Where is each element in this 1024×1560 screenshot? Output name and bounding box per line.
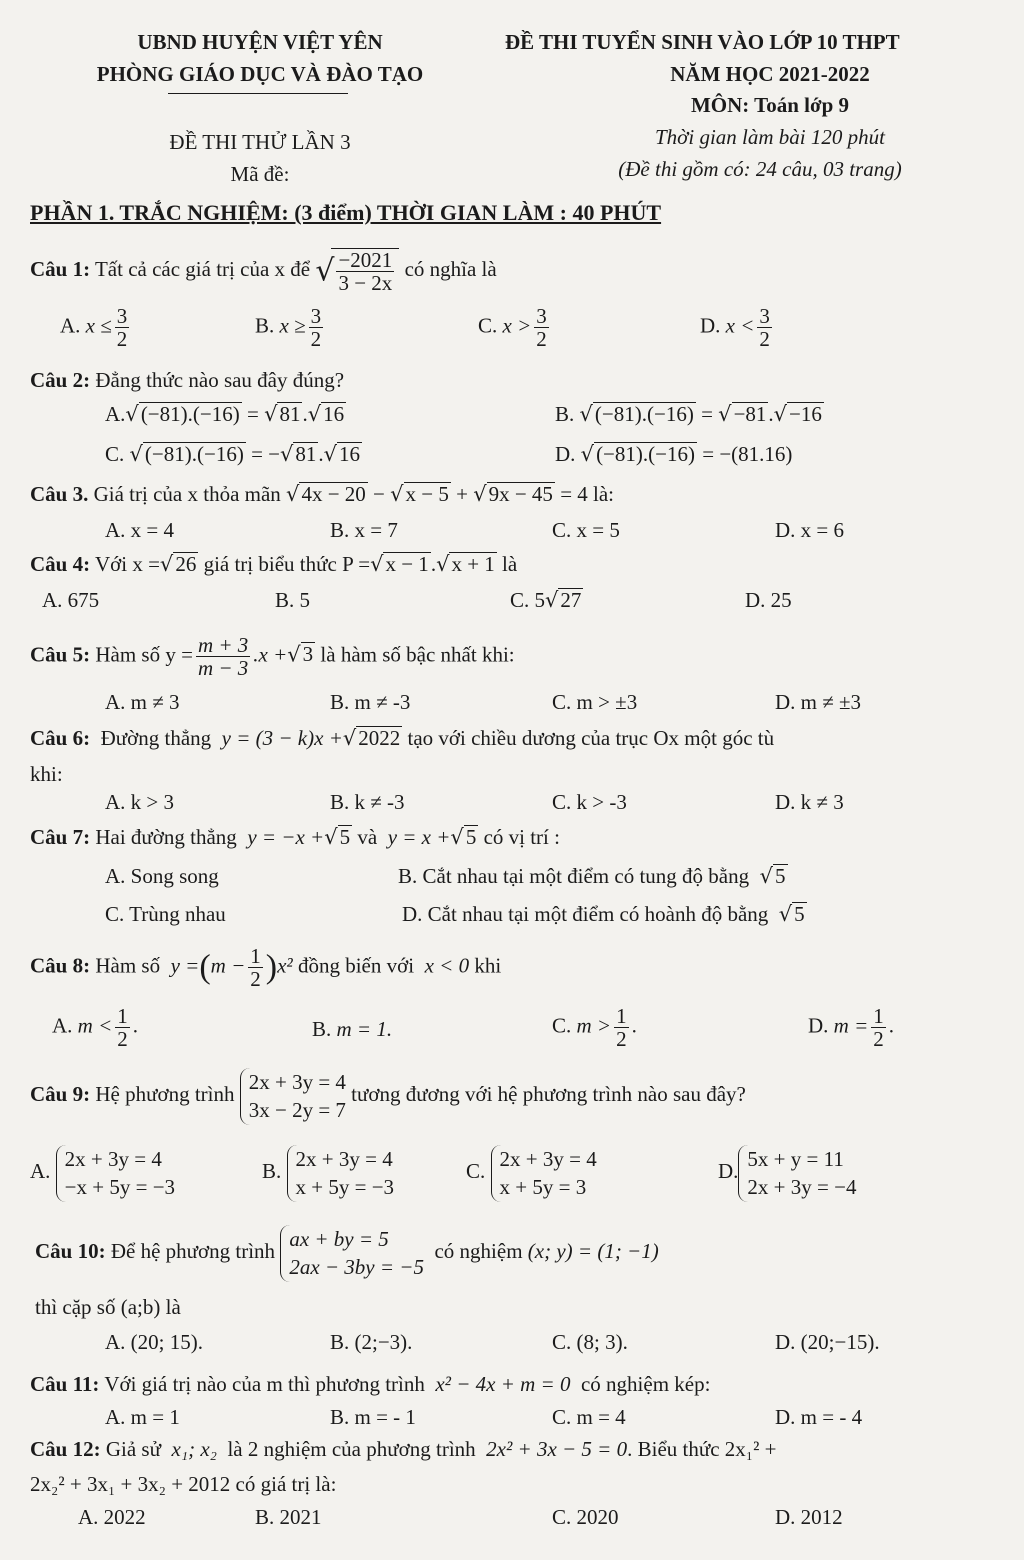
option-a: A. m ≠ 3 [105,690,180,714]
option-b: B. k ≠ -3 [330,790,405,814]
option-d: D. 5x + y = 11 2x + 3y = −4 [718,1145,856,1202]
option-a: A. m < $\frac{1}{2}$ . [52,1004,139,1052]
header-unit: UBND HUYỆN VIỆT YÊN [137,30,383,54]
option-d: D. x < $\frac{3}{2}$ [700,304,770,352]
question-12-cont: 2x₂² + 3x₁ + 3x₂ + 2012 có giá trị là: [30,1472,337,1496]
question-6-cont: khi: [30,762,63,786]
sqrt-expression: $\frac{-2021}{3 - 2x}$ [331,248,399,294]
option-b: B. 2x + 3y = 4 x + 5y = −3 [262,1145,394,1202]
option-b: B. x = 7 [330,518,398,542]
option-d: D. m = $\frac{1}{2}$ . [808,1004,895,1052]
question-8: Câu 8: Hàm số y =(m − $\frac{1}{2}$ )x² đồng biến với x < 0 khi [30,944,502,992]
option-d: D. x = 6 [775,518,845,542]
option-a: A. x ≤ $\frac{3}{2}$ [60,304,128,352]
header-trial-number: ĐỀ THI THỬ LẦN 3 [169,130,351,154]
option-d: D. k ≠ 3 [775,790,844,814]
option-c: C. 2020 [552,1505,619,1529]
option-c: C. m = 4 [552,1405,626,1429]
question-7: Câu 7: Hai đường thẳng y = −x +√5 và y = x +√5 có vị trí : [30,825,560,849]
question-10: Câu 10: Để hệ phương trình ax + by = 5 2ax − 3by = −5 có nghiệm (x; y) = (1; −1) [35,1225,659,1282]
question-tail: có nghĩa là [404,256,497,281]
option-a: A. x = 4 [105,518,175,542]
option-c: C. m > $\frac{1}{2}$ . [552,1004,637,1052]
option-d: D. 2012 [775,1505,843,1529]
header-exam-title: ĐỀ THI TUYỂN SINH VÀO LỚP 10 THPT [505,30,900,54]
option-b: B. 2021 [255,1505,322,1529]
option-a: A. 2022 [78,1505,146,1529]
option-b: B. (2;−3). [330,1330,413,1354]
option-b: B. m ≠ -3 [330,690,411,714]
header-exam-code: Mã đề: [230,162,290,186]
option-c: C. 5√27 [510,588,582,612]
option-a: A. k > 3 [105,790,175,814]
option-d: D. (20;−15). [775,1330,880,1354]
option-d: D. √(−81).(−16) = −(81.16) [555,442,793,466]
option-a: A. 2x + 3y = 4 −x + 5y = −3 [30,1145,175,1202]
radical-icon: √ [315,253,335,289]
question-12: Câu 12: Giả sử x₁; x₂ là 2 nghiệm của phương trình 2x² + 3x − 5 = 0. Biểu thức 2x₁² + [30,1437,777,1461]
option-c: C. √(−81).(−16) = −√81.√16 [105,442,361,466]
question-4: Câu 4: Với x =√26 giá trị biểu thức P =√x − 1.√x + 1 là [30,552,518,576]
header-page-count: (Đề thi gồm có: 24 câu, 03 trang) [618,157,902,181]
question-6: Câu 6: Đường thẳng y = (3 − k)x +√2022 tạo với chiều dương của trục Ox một góc tù [30,726,775,750]
question-11: Câu 11: Với giá trị nào của m thì phương trình x² − 4x + m = 0 có nghiệm kép: [30,1372,711,1396]
header-underline [168,93,348,94]
option-a: A. Song song [105,864,219,888]
question-text: Tất cả các giá trị của x để [94,256,311,281]
header-duration: Thời gian làm bài 120 phút [655,125,885,149]
question-label: Câu 1: [30,256,91,281]
option-c: C. x > $\frac{3}{2}$ [478,304,547,352]
option-d: D. 25 [745,588,792,612]
question-10-cont: thì cặp số (a;b) là [35,1295,181,1319]
header-department: PHÒNG GIÁO DỤC VÀ ĐÀO TẠO [96,62,424,86]
option-a: A. 675 [42,588,100,612]
header-school-year: NĂM HỌC 2021-2022 [670,62,870,86]
section-title: PHẦN 1. TRẮC NGHIỆM: (3 điểm) THỜI GIAN LÀM : 40 PHÚT [30,200,662,225]
question-5: Câu 5: Hàm số y = $\frac{m + 3}{m - 3}$ .x +√3 là hàm số bậc nhất khi: [30,633,515,681]
option-c: C. m > ±3 [552,690,638,714]
option-c: C. k > -3 [552,790,627,814]
question-3: Câu 3. Giá trị của x thỏa mãn √4x − 20 − √x − 5 + √9x − 45 = 4 là: [30,482,615,506]
option-a: A. (20; 15). [105,1330,203,1354]
option-b: B. m = 1. [312,1017,393,1041]
header-subject: MÔN: Toán lớp 9 [690,93,850,117]
option-b: B. m = - 1 [330,1405,416,1429]
question-1 [30,248,497,294]
option-b: B. √(−81).(−16) = √−81.√−16 [555,402,822,426]
option-c: C. (8; 3). [552,1330,628,1354]
option-a: A.√(−81).(−16) = √81.√16 [105,402,345,426]
option-d: D. m ≠ ±3 [775,690,862,714]
option-d: D. m = - 4 [775,1405,863,1429]
option-a: A. m = 1 [105,1405,180,1429]
option-b: B. 5 [275,588,311,612]
question-2: Câu 2: Đẳng thức nào sau đây đúng? [30,368,345,392]
option-c: C. 2x + 3y = 4 x + 5y = 3 [466,1145,597,1202]
option-c: C. Trùng nhau [105,902,226,926]
option-c: C. x = 5 [552,518,620,542]
option-b: B. Cắt nhau tại một điểm có tung độ bằng √5 [398,864,786,888]
option-d: D. Cắt nhau tại một điểm có hoành độ bằng √5 [402,902,805,926]
option-b: B. x ≥ $\frac{3}{2}$ [255,304,322,352]
question-9: Câu 9: Hệ phương trình 2x + 3y = 4 3x − 2y = 7 tương đương với hệ phương trình nào sau đây? [30,1068,746,1125]
